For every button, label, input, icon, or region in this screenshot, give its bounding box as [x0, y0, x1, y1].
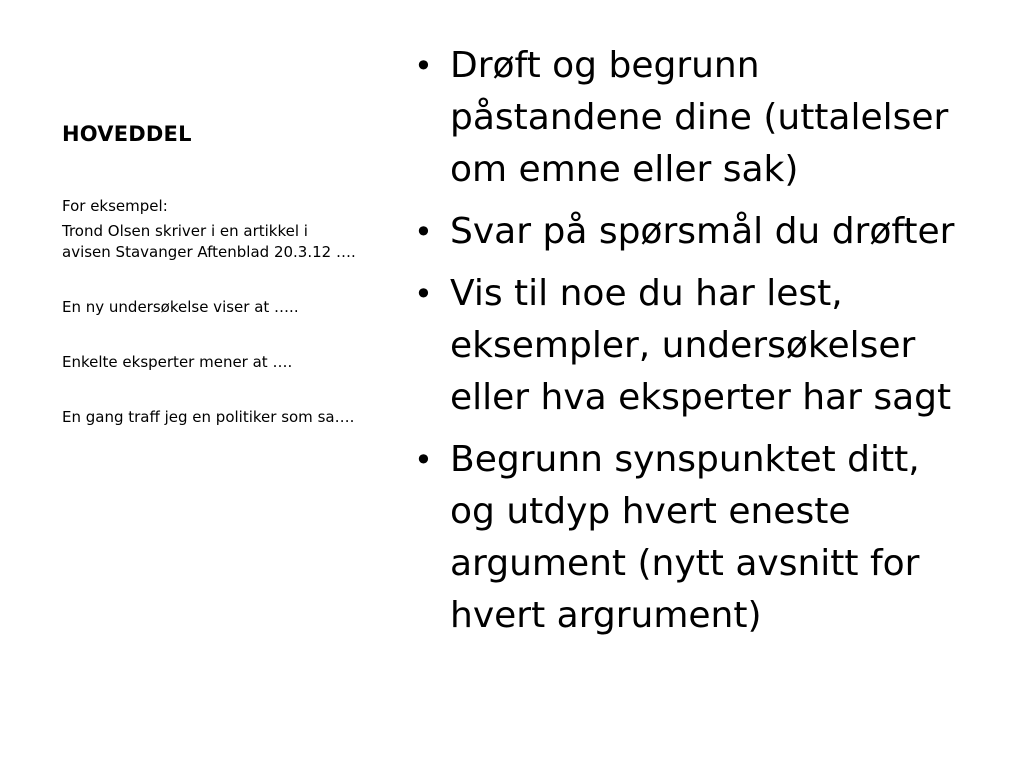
bullet-line: Svar på spørsmål du drøfter	[450, 211, 955, 252]
bullet-icon: •	[414, 213, 433, 251]
bullet-icon: •	[414, 47, 433, 85]
source-reference	[62, 221, 392, 263]
bullet-list	[410, 40, 1000, 652]
bullet-item	[410, 206, 1000, 258]
bullet-line: og utdyp hvert eneste	[450, 491, 851, 532]
source-line-1: Trond Olsen skriver i en artikkel i	[62, 222, 308, 240]
example-intro: For eksempel:	[62, 197, 168, 215]
left-text-block	[62, 196, 392, 462]
slide-title: HOVEDDEL	[62, 122, 192, 146]
bullet-line: eksempler, undersøkelser	[450, 325, 916, 366]
source-line-2: avisen Stavanger Aftenblad 20.3.12 ….	[62, 243, 356, 261]
example-experts: Enkelte eksperter mener at ….	[62, 353, 293, 371]
bullet-line: eller hva eksperter har sagt	[450, 377, 952, 418]
bullet-line: argument (nytt avsnitt for	[450, 543, 920, 584]
bullet-line: hvert argrument)	[450, 595, 762, 636]
bullet-line: påstandene dine (uttalelser	[450, 97, 949, 138]
bullet-item	[410, 434, 1000, 642]
example-survey: En ny undersøkelse viser at …..	[62, 298, 299, 316]
bullet-item	[410, 268, 1000, 424]
bullet-line: Vis til noe du har lest,	[450, 273, 843, 314]
bullet-item	[410, 40, 1000, 196]
bullet-line: Begrunn synspunktet ditt,	[450, 439, 920, 480]
bullet-icon: •	[414, 275, 433, 313]
bullet-line: om emne eller sak)	[450, 149, 799, 190]
bullet-icon: •	[414, 441, 433, 479]
bullet-line: Drøft og begrunn	[450, 45, 760, 86]
example-politician: En gang traff jeg en politiker som sa….	[62, 408, 355, 426]
